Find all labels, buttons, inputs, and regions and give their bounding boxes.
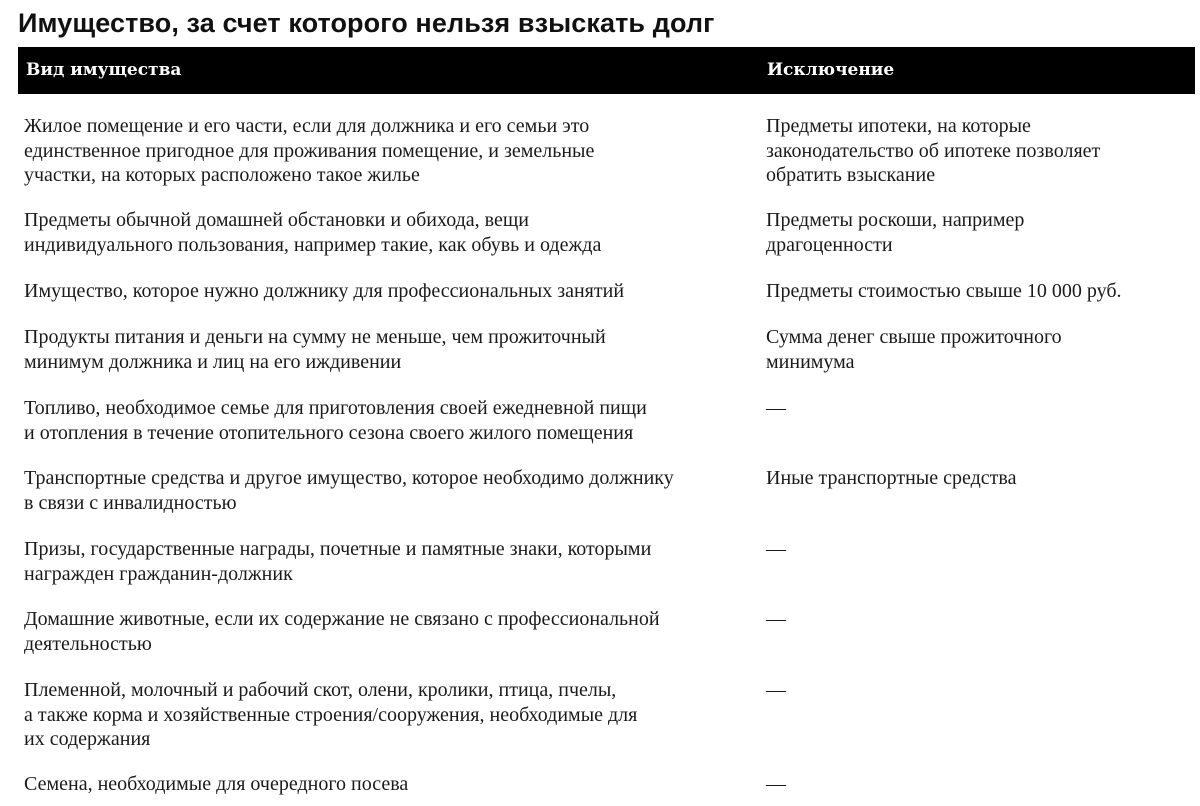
exception-cell: Предметы стоимостью свыше 10 000 руб. bbox=[766, 280, 1122, 302]
property-cell: Домашние животные, если их содержание не связано с профессиональной деятельностью bbox=[24, 608, 660, 655]
property-cell: Топливо, необходимое семье для приготовления своей ежедневной пищи и отопления в течение отопительного сезона своего жилого помещения bbox=[24, 397, 647, 444]
exception-cell: — bbox=[766, 397, 786, 419]
exception-cell: Предметы роскоши, например драгоценности bbox=[766, 209, 1025, 256]
column-header-exception: Исключение bbox=[767, 60, 895, 80]
page-title: Имущество, за счет которого нельзя взыскать долг bbox=[18, 8, 715, 38]
property-cell: Призы, государственные награды, почетные и памятные знаки, которыми награжден гражданин-должник bbox=[24, 538, 652, 585]
property-cell: Предметы обычной домашней обстановки и обихода, вещи индивидуального пользования, например такие, как обувь и одежда bbox=[24, 209, 602, 256]
column-header-property: Вид имущества bbox=[26, 60, 182, 80]
property-cell: Имущество, которое нужно должнику для профессиональных занятий bbox=[24, 280, 625, 302]
exception-cell: — bbox=[766, 773, 786, 795]
property-cell: Транспортные средства и другое имущество, которое необходимо должнику в связи с инвалидностью bbox=[24, 467, 674, 514]
property-cell: Семена, необходимые для очередного посева bbox=[24, 773, 409, 795]
exception-cell: Предметы ипотеки, на которые законодательство об ипотеке позволяет обратить взыскание bbox=[766, 115, 1101, 186]
exception-cell: — bbox=[766, 538, 786, 560]
table-header bbox=[18, 47, 1195, 94]
exception-cell: — bbox=[766, 679, 786, 701]
exception-cell: Иные транспортные средства bbox=[766, 467, 1017, 489]
property-cell: Продукты питания и деньги на сумму не меньше, чем прожиточный минимум должника и лиц на его иждивении bbox=[24, 326, 606, 373]
property-cell: Жилое помещение и его части, если для должника и его семьи это единственное пригодное для проживания помещение, и земельные участки, на которых расположено такое жилье bbox=[24, 115, 595, 186]
property-cell: Племенной, молочный и рабочий скот, олени, кролики, птица, пчелы, а также корма и хозяйственные строения/сооружения, необходимые для их содержания bbox=[24, 679, 638, 750]
exception-cell: Сумма денег свыше прожиточного минимума bbox=[766, 326, 1062, 373]
exception-cell: — bbox=[766, 608, 786, 630]
